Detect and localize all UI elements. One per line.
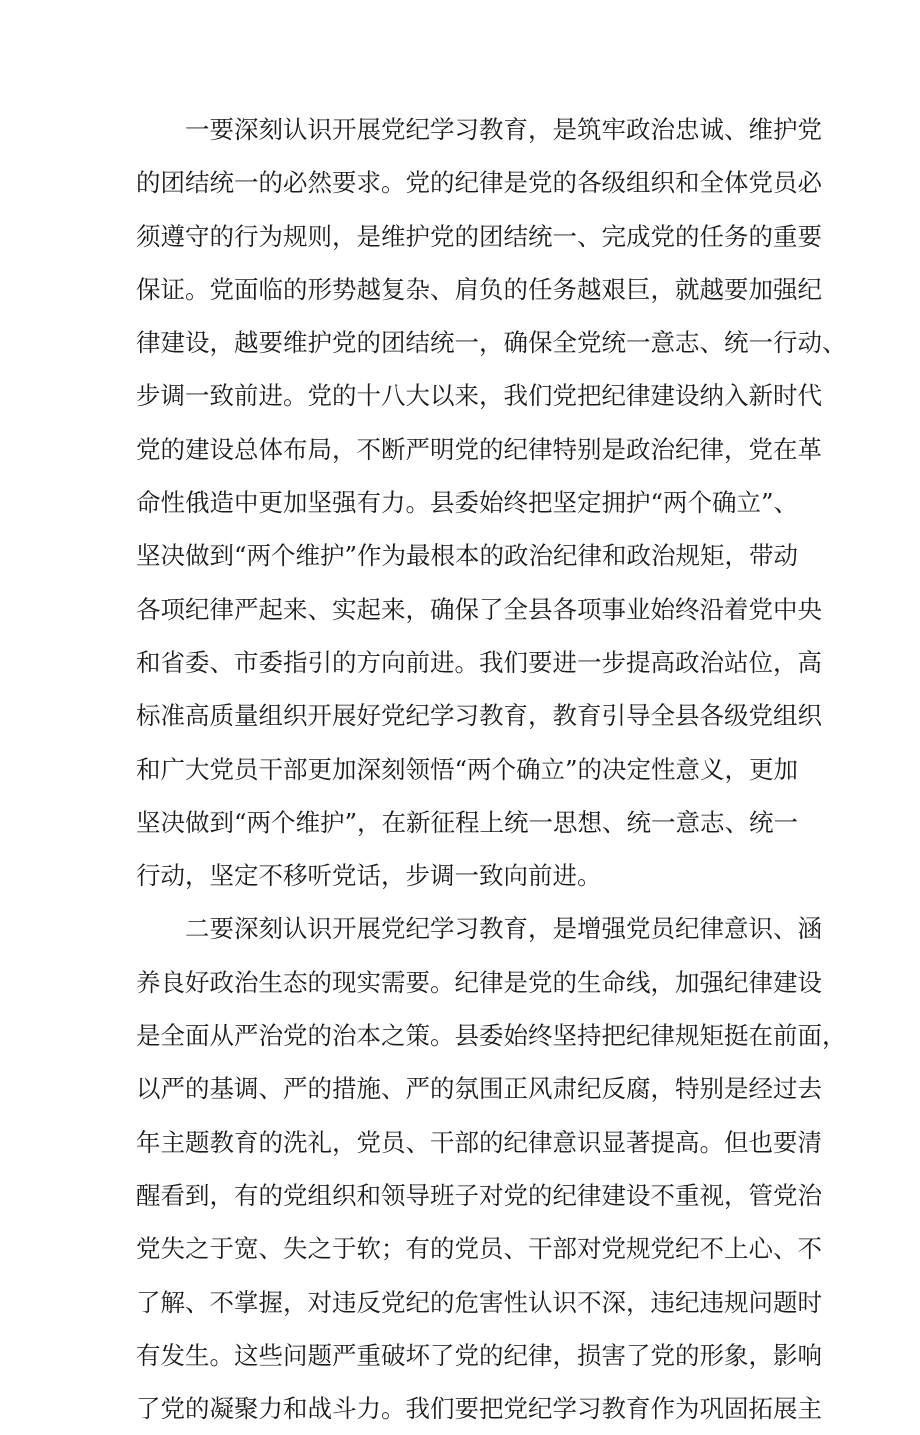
text-line: 以严的基调、严的措施、严的氛围正风肃纪反腐，特别是经过去 xyxy=(136,1074,822,1104)
text-line: 各项纪律严起来、实起来，确保了全县各项事业始终沿着党中央 xyxy=(136,594,822,624)
document-body xyxy=(136,103,847,1435)
text-line: 年主题教育的洗礼，党员、干部的纪律意识显著提高。但也要清 xyxy=(136,1127,822,1157)
text-line: 坚决做到“两个维护”作为最根本的政治纪律和政治规矩，带动 xyxy=(136,541,799,571)
text-line: 律建设，越要维护党的团结统一，确保全党统一意志、统一行动、 xyxy=(136,328,847,358)
text-line: 保证。党面临的形势越复杂、肩负的任务越艰巨，就越要加强纪 xyxy=(136,274,822,304)
text-line: 和广大党员干部更加深刻领悟“两个确立”的决定性意义，更加 xyxy=(136,754,799,784)
text-line: 是全面从严治党的治本之策。县委始终坚持把纪律规矩挺在前面， xyxy=(136,1021,847,1051)
text-line: 党失之于宽、失之于软；有的党员、干部对党规党纪不上心、不 xyxy=(136,1234,822,1264)
paragraph-1 xyxy=(136,103,847,902)
text-line: 坚决做到“两个维护”，在新征程上统一思想、统一意志、统一 xyxy=(136,807,799,837)
text-line: 二要深刻认识开展党纪学习教育，是增强党员纪律意识、涵 xyxy=(185,914,822,944)
text-line: 须遵守的行为规则，是维护党的团结统一、完成党的任务的重要 xyxy=(136,221,822,251)
text-line: 党的建设总体布局，不断严明党的纪律特别是政治纪律，党在革 xyxy=(136,434,822,464)
text-line: 和省委、市委指引的方向前进。我们要进一步提高政治站位，高 xyxy=(136,647,822,677)
text-line: 醒看到，有的党组织和领导班子对党的纪律建设不重视，管党治 xyxy=(136,1180,822,1210)
text-line: 了解、不掌握，对违反党纪的危害性认识不深，违纪违规问题时 xyxy=(136,1287,822,1317)
text-line: 命性俄造中更加坚强有力。县委始终把坚定拥护“两个确立”、 xyxy=(136,488,799,518)
text-line: 有发生。这些问题严重破坏了党的纪律，损害了党的形象，影响 xyxy=(136,1340,822,1370)
text-line: 一要深刻认识开展党纪学习教育，是筑牢政治忠诚、维护党 xyxy=(185,115,822,144)
text-line: 步调一致前进。党的十八大以来，我们党把纪律建设纳入新时代 xyxy=(136,381,822,411)
paragraph-2 xyxy=(136,902,847,1435)
text-line: 了党的凝聚力和战斗力。我们要把党纪学习教育作为巩固拓展主 xyxy=(136,1394,822,1424)
text-line: 标准高质量组织开展好党纪学习教育，教育引导全县各级党组织 xyxy=(136,701,822,731)
text-line: 的团结统一的必然要求。党的纪律是党的各级组织和全体党员必 xyxy=(136,168,822,198)
text-line: 行动，坚定不移听党话，步调一致向前进。 xyxy=(136,861,602,891)
text-line: 养良好政治生态的现实需要。纪律是党的生命线，加强纪律建设 xyxy=(136,967,822,997)
